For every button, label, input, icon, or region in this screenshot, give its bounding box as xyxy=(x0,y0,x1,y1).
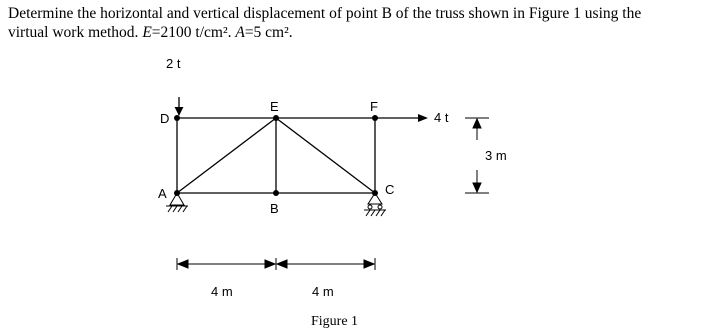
joint-B xyxy=(273,190,279,196)
member-AE xyxy=(177,118,276,193)
load-4t-label: 4 t xyxy=(434,110,449,125)
node-label-F: F xyxy=(370,99,378,114)
joint-F xyxy=(372,115,378,121)
dimension-spans xyxy=(177,258,375,270)
node-label-D: D xyxy=(160,111,170,126)
area-symbol: A xyxy=(235,24,245,41)
modulus-symbol: E xyxy=(142,24,152,41)
figure-caption: Figure 1 xyxy=(311,314,359,329)
node-label-A: A xyxy=(158,186,167,201)
load-4t-arrowhead xyxy=(418,114,428,122)
area-value: =5 cm². xyxy=(244,24,293,41)
dimension-span-left-label: 4 m xyxy=(211,284,233,299)
member-EC xyxy=(276,118,375,193)
dimension-height-label: 3 m xyxy=(485,148,507,163)
node-label-E: E xyxy=(270,99,279,114)
load-2t-label: 2 t xyxy=(166,56,181,71)
problem-line-1: Determine the horizontal and vertical displacement of point B of the truss shown in Figure 1 using the xyxy=(8,5,642,22)
joint-D xyxy=(174,115,180,121)
modulus-value: =2100 t/cm². xyxy=(151,24,232,41)
node-label-C: C xyxy=(385,182,395,197)
joint-E xyxy=(273,115,279,121)
node-label-B: B xyxy=(270,201,279,216)
roller-support-C xyxy=(364,193,386,216)
problem-line-2-prefix: virtual work method. xyxy=(8,24,143,41)
dimension-span-right-label: 4 m xyxy=(312,284,334,299)
